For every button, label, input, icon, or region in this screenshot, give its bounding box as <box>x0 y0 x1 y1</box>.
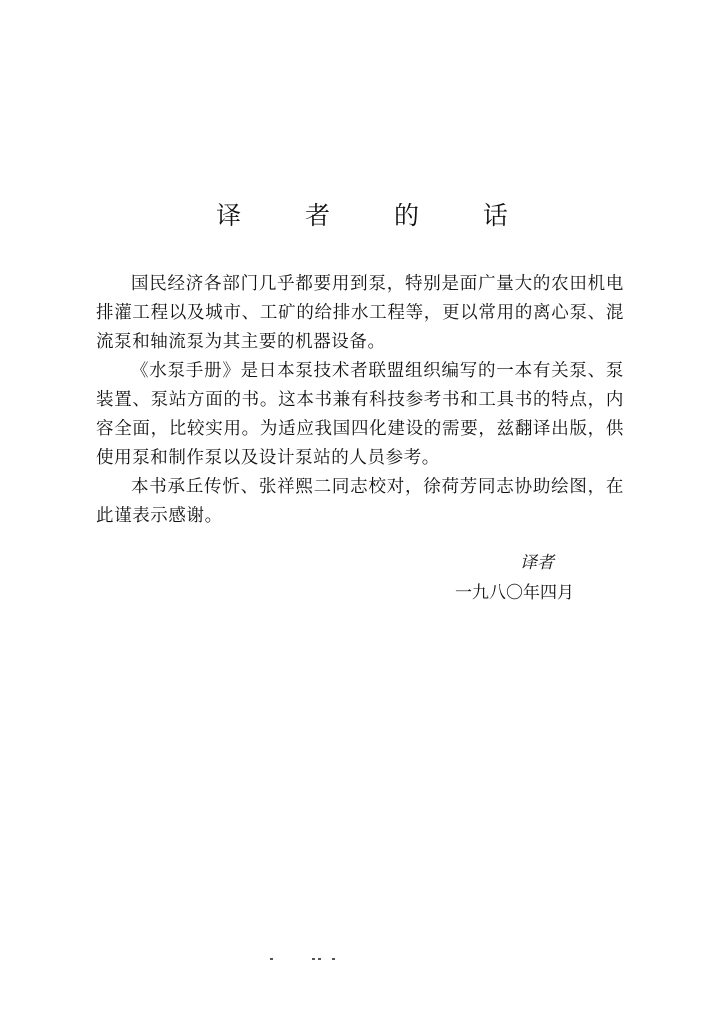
signature-date: 一九八〇年四月 <box>455 583 574 603</box>
scan-speck <box>312 958 315 960</box>
preface-body <box>96 270 624 531</box>
scan-specks <box>268 952 348 964</box>
paragraph-2: 《水泵手册》是日本泵技术者联盟组织编写的一本有关泵、泵装置、泵站方面的书。这本书兼有科技参考书和工具书的特点，内容全面，比较实用。为适应我国四化建设的需要，兹翻译出版，供使用泵和制作泵以及设计泵站的人员参考。 <box>96 361 624 468</box>
scan-speck <box>318 958 321 960</box>
scan-speck <box>270 958 273 960</box>
paragraph-3: 本书承丘传忻、张祥熙二同志校对，徐荷芳同志协助绘图，在此谨表示感谢。 <box>96 477 624 526</box>
scan-speck <box>332 958 335 960</box>
signature-block <box>430 548 610 608</box>
signature-name: 译者 <box>520 553 554 573</box>
page-title: 译 者 的 话 <box>216 201 536 230</box>
paragraph-1: 国民经济各部门几乎都要用到泵，特别是面广量大的农田机电排灌工程以及城市、工矿的给排水工程等，更以常用的离心泵、混流泵和轴流泵为其主要的机器设备。 <box>96 274 624 352</box>
